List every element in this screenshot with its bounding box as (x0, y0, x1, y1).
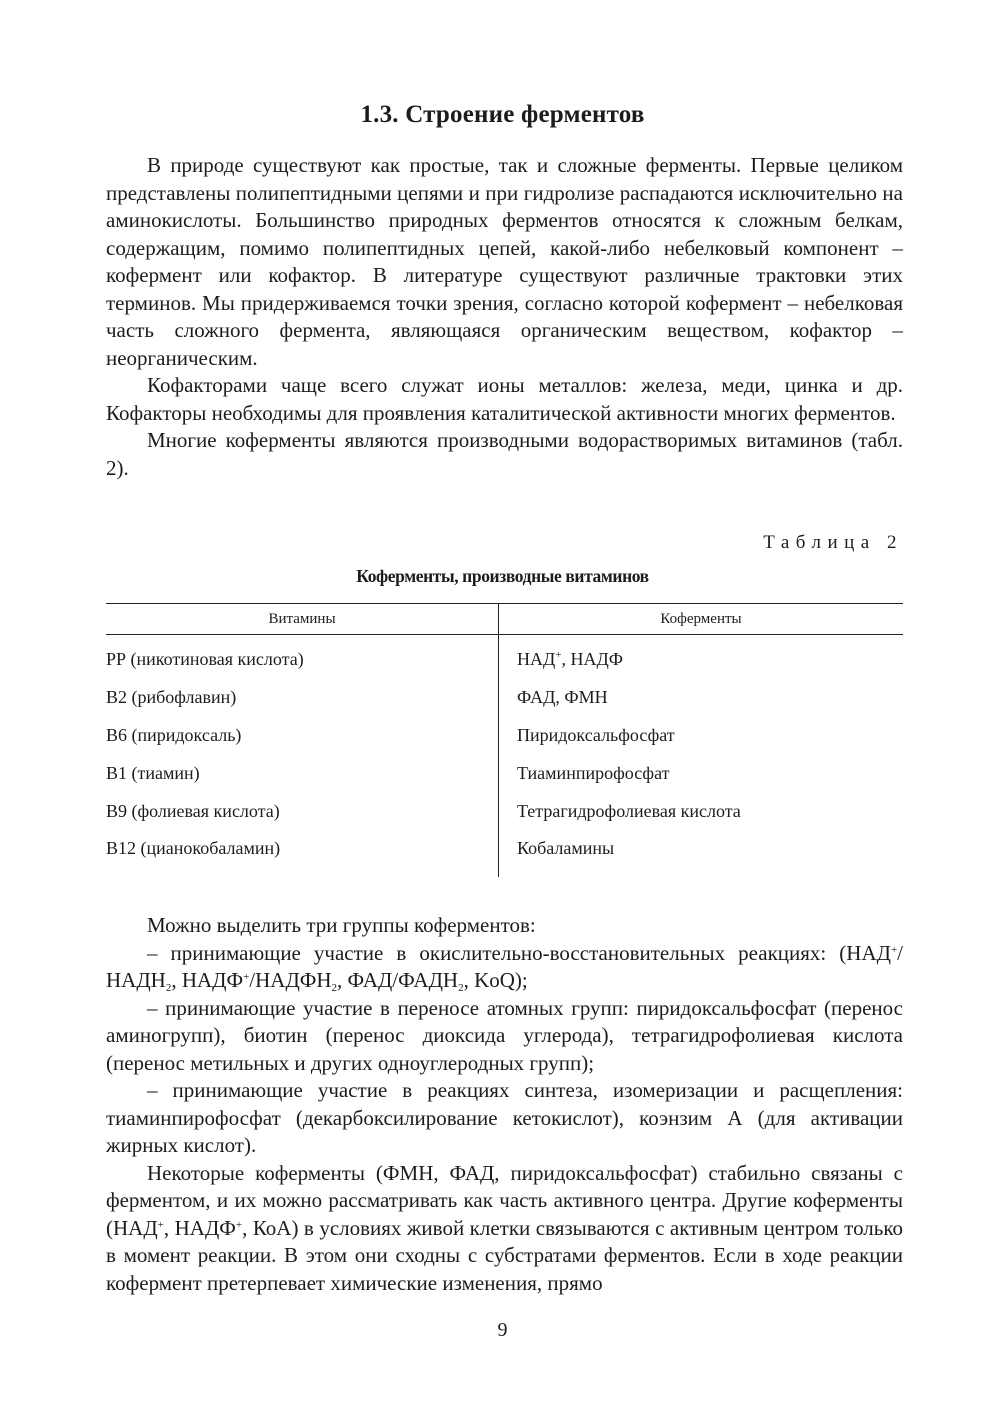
table-cell-vitamin: РР (никотиновая кислота) (106, 649, 304, 670)
table-cell-vitamin: В6 (пиридоксаль) (106, 724, 242, 745)
paragraph-3: Многие коферменты являются производными водорастворимых витаминов (табл. 2). (106, 428, 903, 480)
paragraph-group-redox: – принимающие участие в окислительно-восстановительных реакциях: ($НАД^+/НАДН_2$, $НАДФ^+/НАДФН_2$, ФАД/$ФАДН_2$, KoQ); (106, 940, 903, 994)
table-cell-coenzyme: ФАД, ФМН (517, 687, 608, 708)
header-vitamins: Витамины (106, 604, 499, 634)
paragraph-coenzyme-binding: Некоторые коферменты (ФМН, ФАД, пиридоксальфосфат) стабильно связаны с ферментом, и их можно рассматривать как часть активного центра. Другие коферменты (НАД+, НАДФ+, КоА) в условиях живой клетки связываются с активным центром только в момент реакции. В этом они сходны с субстратами ферментов. Если в ходе реакции кофермент претерпевает химические изменения, прямо (106, 1160, 903, 1295)
page-number: 9 (497, 1319, 508, 1341)
table-cell-coenzyme: Тиаминпирофосфат (517, 762, 670, 783)
paragraph-groups-intro: Можно выделить три группы коферментов: (147, 913, 536, 937)
superscript-plus: + (555, 649, 562, 662)
paragraph-group-transfer: – принимающие участие в переносе атомных групп: пиридоксальфосфат (перенос аминогрупп), биотин (перенос диоксида углерода), тетрагидрофолиевая кислота (перенос метильных и других одноуглеродных групп); (106, 995, 903, 1075)
section-heading: 1.3. Строение ферментов (360, 101, 645, 128)
table-header (106, 603, 903, 635)
groups-text (106, 912, 903, 1297)
paragraph-2: Кофакторами чаще всего служат ионы металлов: железа, меди, цинка и др. Кофакторы необходимы для проявления каталитической активности многих ферментов. (106, 373, 903, 425)
nad-nadf-text: НАД+, НАДФ (517, 649, 623, 670)
table-cell-vitamin: В12 (цианокобаламин) (106, 838, 281, 859)
table-caption: Коферменты, производные витаминов (356, 566, 649, 586)
table-cell-vitamin: В1 (тиамин) (106, 762, 200, 783)
table-cell-vitamin: В2 (рибофлавин) (106, 687, 237, 708)
coenzymes-table (106, 603, 903, 877)
header-coenzymes: Коферменты (660, 610, 742, 627)
paragraph-group-synthesis: – принимающие участие в реакциях синтеза, изомеризации и расщепления: тиаминпирофосфат (декарбоксилирование кетокислот), коэнзим А (для активации жирных кислот). (106, 1078, 903, 1157)
table-cell-coenzyme: Кобаламины (517, 838, 615, 859)
paragraph-1: В природе существуют как простые, так и сложные ферменты. Первые целиком представлены полипептидными цепями и при гидролизе распадаются исключительно на аминокислоты. Большинство природных ферментов относятся к сложным белкам, содержащим, помимо полипептидных цепей, какой-либо небелковый компонент – кофермент или кофактор. В литературе существуют различные трактовки этих терминов. Мы придерживаемся точки зрения, согласно которой кофермент – небелковая часть сложного фермента, являющаяся органическим веществом, кофактор – неорганическим. (106, 153, 903, 370)
coenzymes-column (499, 635, 903, 877)
table-cell-coenzyme: Пиридоксальфосфат (517, 724, 675, 745)
table-label: Таблица 2 (763, 532, 903, 553)
table-cell-vitamin: В9 (фолиевая кислота) (106, 800, 280, 821)
intro-text (106, 152, 903, 482)
table-cell-coenzyme: Тетрагидрофолиевая кислота (517, 800, 741, 821)
table-body (106, 635, 903, 877)
vitamins-column (106, 635, 499, 877)
table-cell-coenzyme (499, 641, 903, 679)
